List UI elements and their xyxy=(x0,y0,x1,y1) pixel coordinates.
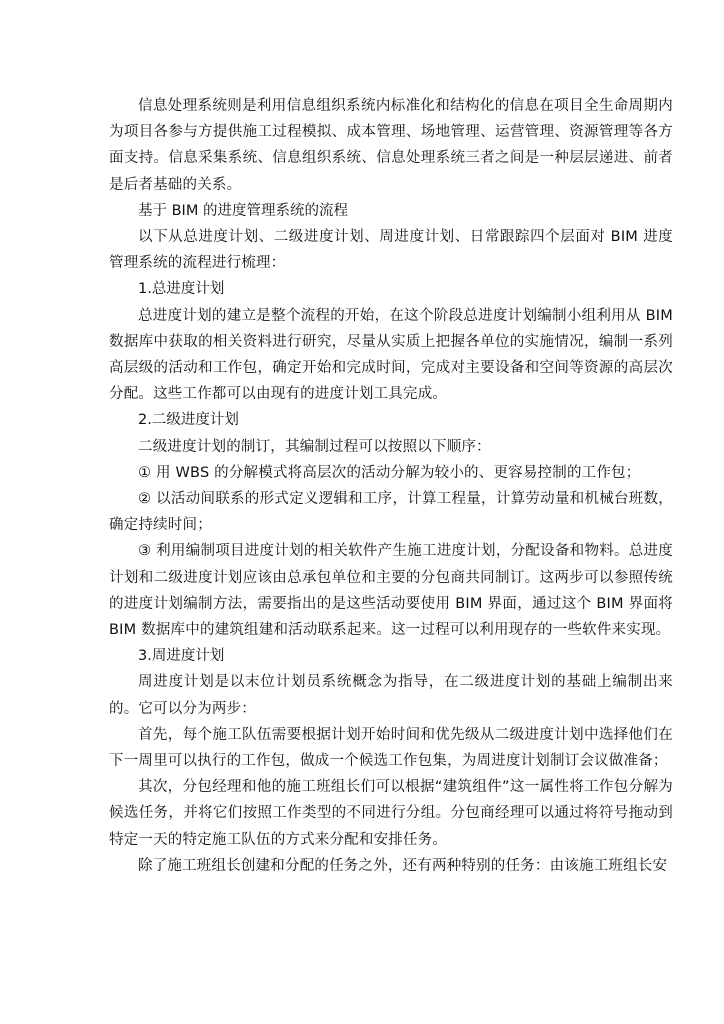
section-heading: 2.二级进度计划 xyxy=(138,412,239,429)
paragraph: 总进度计划的建立是整个流程的开始，在这个阶段总进度计划编制小组利用从 BIM 数据库中获取的相关资料进行研究，尽量从实质上把握各单位的实施情况，编制一系列高层级的活动和工作包，确定开始和完成时间，完成对主要设备和空间等资源的高层次分配。这些工作都可以由现有的进度计划工具完成。 xyxy=(109,307,673,403)
paragraph: 除了施工班组长创建和分配的任务之外，还有两种特别的任务：由该施工班组长安 xyxy=(138,857,668,874)
section-heading: 1.总进度计划 xyxy=(138,281,225,298)
section-heading: 基于 BIM 的进度管理系统的流程 xyxy=(138,202,348,219)
list-item: ② 以活动间联系的形式定义逻辑和工序，计算工程量，计算劳动量和机械台班数，确定持续时间； xyxy=(109,491,673,534)
section-heading: 3.周进度计划 xyxy=(138,648,225,665)
paragraph: 以下从总进度计划、二级进度计划、周进度计划、日常跟踪四个层面对 BIM 进度管理系统的流程进行梳理： xyxy=(109,229,673,272)
list-item: ③ 利用编制项目进度计划的相关软件产生施工进度计划，分配设备和物料。总进度计划和二级进度计划应该由总承包单位和主要的分包商共同制订。这两步可以参照传统的进度计划编制方法，需要指出的是这些活动要使用 BIM 界面，通过这个 BIM 界面将 BIM 数据库中的建筑组建和活动联系起来。这一过程可以利用现存的一些软件来实现。 xyxy=(109,543,673,639)
paragraph: 其次，分包经理和他的施工班组长们可以根据“建筑组件”这一属性将工作包分解为候选任务，并将它们按照工作类型的不同进行分组。分包商经理可以通过将符号拖动到特定一天的特定施工队伍的方式来分配和安排任务。 xyxy=(109,779,673,848)
paragraph: 周进度计划是以末位计划员系统概念为指导，在二级进度计划的基础上编制出来的。它可以分为两步： xyxy=(109,674,673,717)
list-item: ① 用 WBS 的分解模式将高层次的活动分解为较小的、更容易控制的工作包； xyxy=(138,464,641,481)
paragraph: 信息处理系统则是利用信息组织系统内标准化和结构化的信息在项目全生命周期内为项目各参与方提供施工过程模拟、成本管理、场地管理、运营管理、资源管理等各方面支持。信息采集系统、信息组织系统、信息处理系统三者之间是一种层层递进、前者是后者基础的关系。 xyxy=(109,98,673,193)
document-page xyxy=(109,93,673,879)
paragraph: 首先，每个施工队伍需要根据计划开始时间和优先级从二级进度计划中选择他们在下一周里可以执行的工作包，做成一个候选工作包集，为周进度计划制订会议做准备； xyxy=(109,726,673,770)
paragraph: 二级进度计划的制订，其编制过程可以按照以下顺序： xyxy=(138,438,491,455)
